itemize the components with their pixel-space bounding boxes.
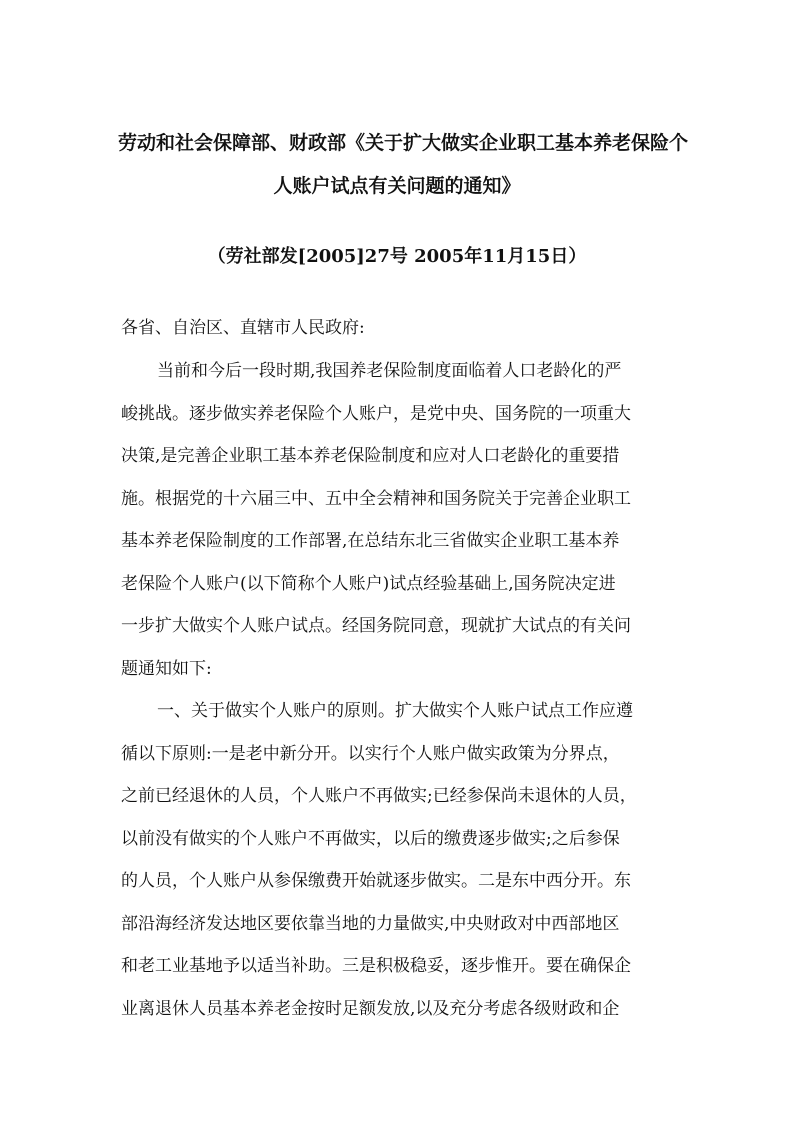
body-line: 循以下原则:一是老中新分开。以实行个人账户做实政策为分界点，: [121, 744, 620, 764]
body-line: 的人员，个人账户从参保缴费开始就逐步做实。二是东中西分开。东: [121, 871, 631, 891]
body-line: 部沿海经济发达地区要依靠当地的力量做实,中央财政对中西部地区: [121, 914, 620, 934]
body-line: 题通知如下:: [121, 659, 212, 679]
body-line: 以前没有做实的个人账户不再做实，以后的缴费逐步做实;之后参保: [121, 829, 620, 849]
document-title-line-1: 劳动和社会保障部、财政部《关于扩大做实企业职工基本养老保险个: [118, 132, 689, 154]
body-line: 基本养老保险制度的工作部署,在总结东北三省做实企业职工基本养: [121, 531, 620, 551]
body-line: 决策,是完善企业职工基本养老保险制度和应对人口老龄化的重要措: [121, 446, 620, 466]
body-line: 一步扩大做实个人账户试点。经国务院同意，现就扩大试点的有关问: [121, 616, 631, 636]
body-line: 施。根据党的十六届三中、五中全会精神和国务院关于完善企业职工: [121, 489, 631, 509]
body-line: 和老工业基地予以适当补助。三是积极稳妥，逐步惟开。要在确保企: [121, 956, 631, 976]
document-number: （劳社部发[2005]27号 2005年11月15日）: [207, 246, 587, 267]
body-line: 业离退休人员基本养老金按时足额发放,以及充分考虑各级财政和企: [121, 999, 620, 1019]
body-line: 当前和今后一段时期,我国养老保险制度面临着人口老龄化的严: [157, 361, 622, 381]
salutation: 各省、自治区、直辖市人民政府:: [121, 318, 365, 338]
body-line: 峻挑战。逐步做实养老保险个人账户，是党中央、国务院的一项重大: [121, 404, 631, 424]
body-line: 之前已经退休的人员，个人账户不再做实;已经参保尚未退休的人员，: [121, 786, 637, 806]
body-line: 老保险个人账户(以下简称个人账户)试点经验基础上,国务院决定进: [121, 574, 616, 594]
document-title-line-2: 人账户试点有关问题的通知》: [273, 175, 521, 197]
body-line: 一、关于做实个人账户的原则。扩大做实个人账户试点工作应遵: [157, 701, 633, 721]
